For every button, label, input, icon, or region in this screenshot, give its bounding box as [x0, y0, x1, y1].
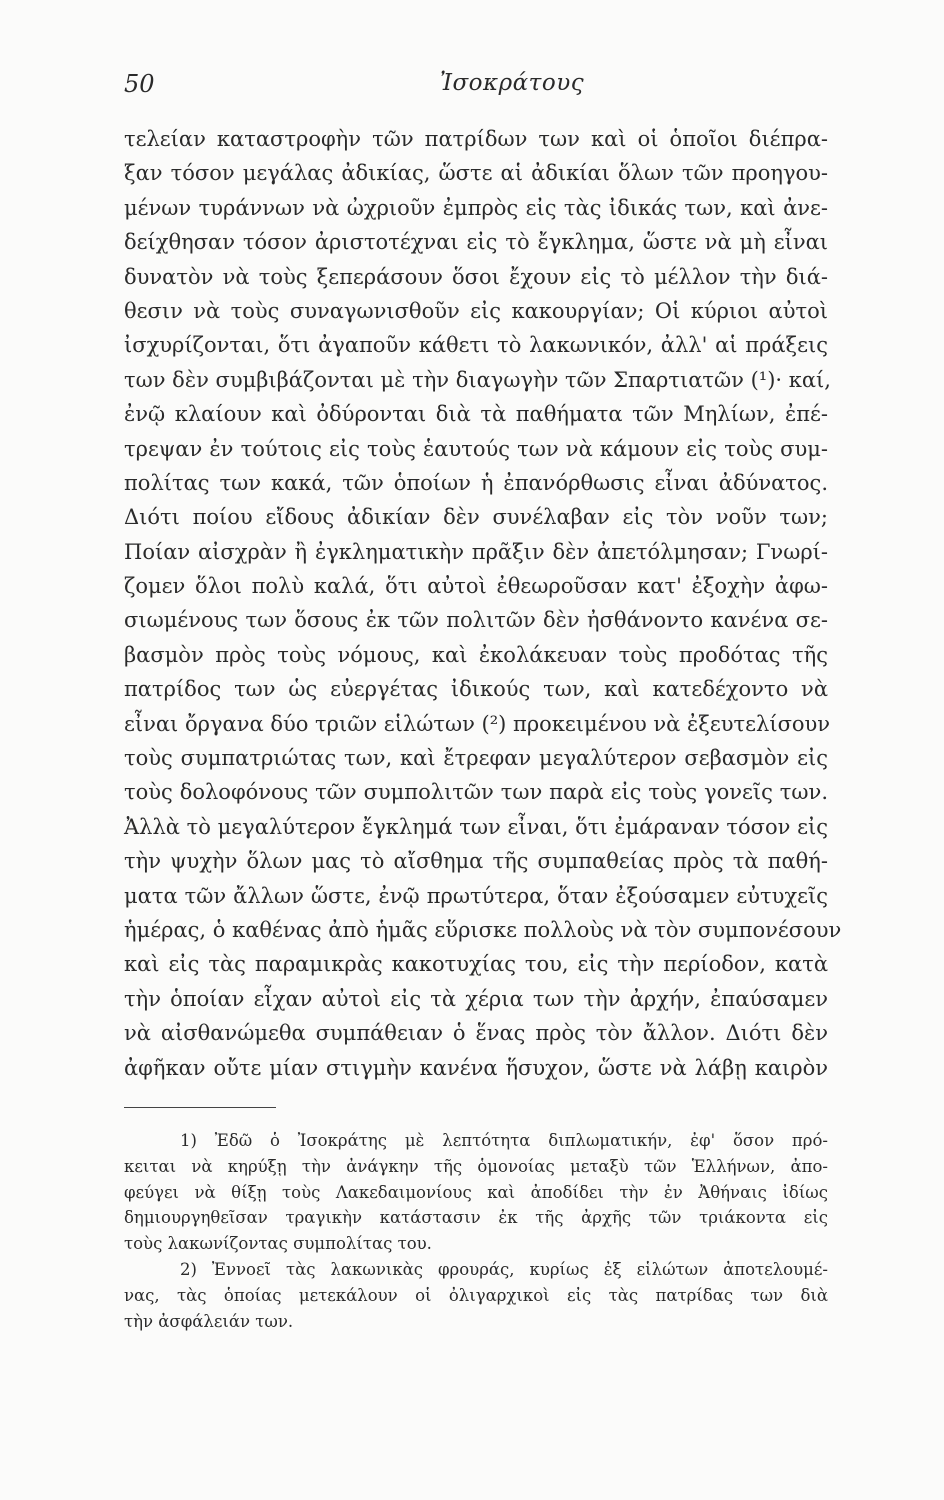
text-line: ἡμέρας, ὁ καθένας ἀπὸ ἡμᾶς εὕρισκε πολλοὺς νὰ τὸν συμπονέσουν — [124, 917, 842, 942]
text-line: τὴν ὁποίαν εἶχαν αὐτοὶ εἰς τὰ χέρια των τὴν ἀρχήν, ἐπαύσαμεν — [124, 986, 828, 1011]
text-line: δείχθησαν τόσον ἀριστοτέχναι εἰς τὸ ἔγκλημα, ὥστε νὰ μὴ εἶναι — [124, 230, 828, 255]
text-line: θεσιν νὰ τοὺς συναγωνισθοῦν εἰς κακουργίαν; Οἱ κύριοι αὐτοὶ — [124, 298, 828, 323]
footnote-1-line: δημιουργηθεῖσαν τραγικὴν κατάστασιν ἐκ τῆς ἀρχῆς τῶν τριάκοντα εἰς — [124, 1208, 828, 1228]
text-line: Διότι ποίου εἴδους ἀδικίαν δὲν συνέλαβαν εἰς τὸν νοῦν των; — [124, 505, 828, 530]
text-line: ἐνῷ κλαίουν καὶ ὀδύρονται διὰ τὰ παθήματα τῶν Μηλίων, ἐπέ- — [124, 402, 828, 427]
text-line: των δὲν συμβιβάζονται μὲ τὴν διαγωγὴν τῶν Σπαρτιατῶν (¹)· καί, — [124, 367, 831, 392]
text-line: ἰσχυρίζονται, ὅτι ἀγαποῦν κάθετι τὸ λακωνικόν, ἀλλ' αἱ πράξεις — [124, 333, 828, 358]
text-line: μένων τυράννων νὰ ὠχριοῦν ἐμπρὸς εἰς τὰς ἰδικάς των, καὶ ἀνε- — [124, 195, 828, 220]
footnote-2-line: τὴν ἀσφάλειάν των. — [124, 1311, 294, 1331]
text-line: τελείαν καταστροφὴν τῶν πατρίδων των καὶ οἱ ὁποῖοι διέπρα- — [124, 127, 828, 151]
footnote-1-line: 1) Ἐδῶ ὁ Ἰσοκράτης μὲ λεπτότητα διπλωματικήν, ἐφ' ὅσον πρό- — [180, 1131, 828, 1150]
footnotes — [124, 1128, 828, 1334]
body-text — [124, 122, 842, 1085]
text-line: ματα τῶν ἄλλων ὥστε, ἐνῷ πρωτύτερα, ὅταν ἐξούσαμεν εὐτυχεῖς — [124, 883, 828, 908]
text-line: ζομεν ὅλοι πολὺ καλά, ὅτι αὐτοὶ ἐθεωροῦσαν κατ' ἐξοχὴν ἀφω- — [124, 574, 828, 599]
text-line: βασμὸν πρὸς τοὺς νόμους, καὶ ἐκολάκευαν τοὺς προδότας τῆς — [124, 642, 828, 667]
footnote-2-line: 2) Ἐννοεῖ τὰς λακωνικὰς φρουράς, κυρίως ἐξ εἱλώτων ἀποτελουμέ- — [180, 1259, 828, 1279]
text-line: καὶ εἰς τὰς παραμικρὰς κακοτυχίας του, εἰς τὴν περίοδον, κατὰ — [124, 952, 828, 977]
footnote-1-line: κειται νὰ κηρύξῃ τὴν ἀνάγκην τῆς ὁμονοίας μεταξὺ τῶν Ἑλλήνων, ἀπο- — [124, 1156, 828, 1176]
text-line: τοὺς δολοφόνους τῶν συμπολιτῶν των παρὰ εἰς τοὺς γονεῖς των. — [124, 780, 828, 805]
text-line: πατρίδος των ὡς εὐεργέτας ἰδικούς των, καὶ κατεδέχοντο νὰ — [124, 677, 828, 702]
running-head: Ἰσοκράτους — [440, 70, 585, 96]
footnote-2-line: νας, τὰς ὁποίας μετεκάλουν οἱ ὀλιγαρχικοὶ εἰς τὰς πατρίδας των διὰ — [124, 1285, 828, 1305]
page-number: 50 — [124, 70, 155, 98]
footnote-1-line: φεύγει νὰ θίξῃ τοὺς Λακεδαιμονίους καὶ ἀποδίδει τὴν ἐν Ἀθήναις ἰδίως — [124, 1182, 828, 1202]
text-line: Ἀλλὰ τὸ μεγαλύτερον ἔγκλημά των εἶναι, ὅτι ἐμάραναν τόσον εἰς — [124, 814, 828, 839]
text-line: τρεψαν ἐν τούτοις εἰς τοὺς ἑαυτούς των νὰ κάμουν εἰς τοὺς συμ- — [124, 436, 828, 461]
text-line: πολίτας των κακά, τῶν ὁποίων ἡ ἐπανόρθωσις εἶναι ἀδύνατος. — [124, 470, 828, 495]
text-line: ξαν τόσον μεγάλας ἀδικίας, ὥστε αἱ ἀδικίαι ὅλων τῶν προηγου- — [124, 161, 828, 186]
text-line: σιωμένους των ὅσους ἐκ τῶν πολιτῶν δὲν ἠσθάνοντο κανένα σε- — [124, 608, 828, 633]
text-line: τὴν ψυχὴν ὅλων μας τὸ αἴσθημα τῆς συμπαθείας πρὸς τὰ παθή- — [124, 849, 828, 874]
text-line: νὰ αἰσθανώμεθα συμπάθειαν ὁ ἕνας πρὸς τὸν ἄλλον. Διότι δὲν — [124, 1021, 828, 1046]
text-line: δυνατὸν νὰ τοὺς ξεπεράσουν ὅσοι ἔχουν εἰς τὸ μέλλον τὴν διά- — [124, 264, 828, 289]
text-line: ἀφῆκαν οὔτε μίαν στιγμὴν κανένα ἥσυχον, ὥστε νὰ λάβῃ καιρὸν — [124, 1055, 828, 1080]
footnote-rule — [124, 1107, 276, 1108]
footnote-1-line: τοὺς λακωνίζοντας συμπολίτας του. — [124, 1234, 432, 1254]
text-line: τοὺς συμπατριώτας των, καὶ ἔτρεφαν μεγαλύτερον σεβασμὸν εἰς — [124, 746, 828, 771]
text-line: Ποίαν αἰσχρὰν ἢ ἐγκληματικὴν πρᾶξιν δὲν ἀπετόλμησαν; Γνωρί- — [124, 539, 828, 564]
text-line: εἶναι ὄργανα δύο τριῶν εἱλώτων (²) προκειμένου νὰ ἐξευτελίσουν — [124, 711, 831, 736]
